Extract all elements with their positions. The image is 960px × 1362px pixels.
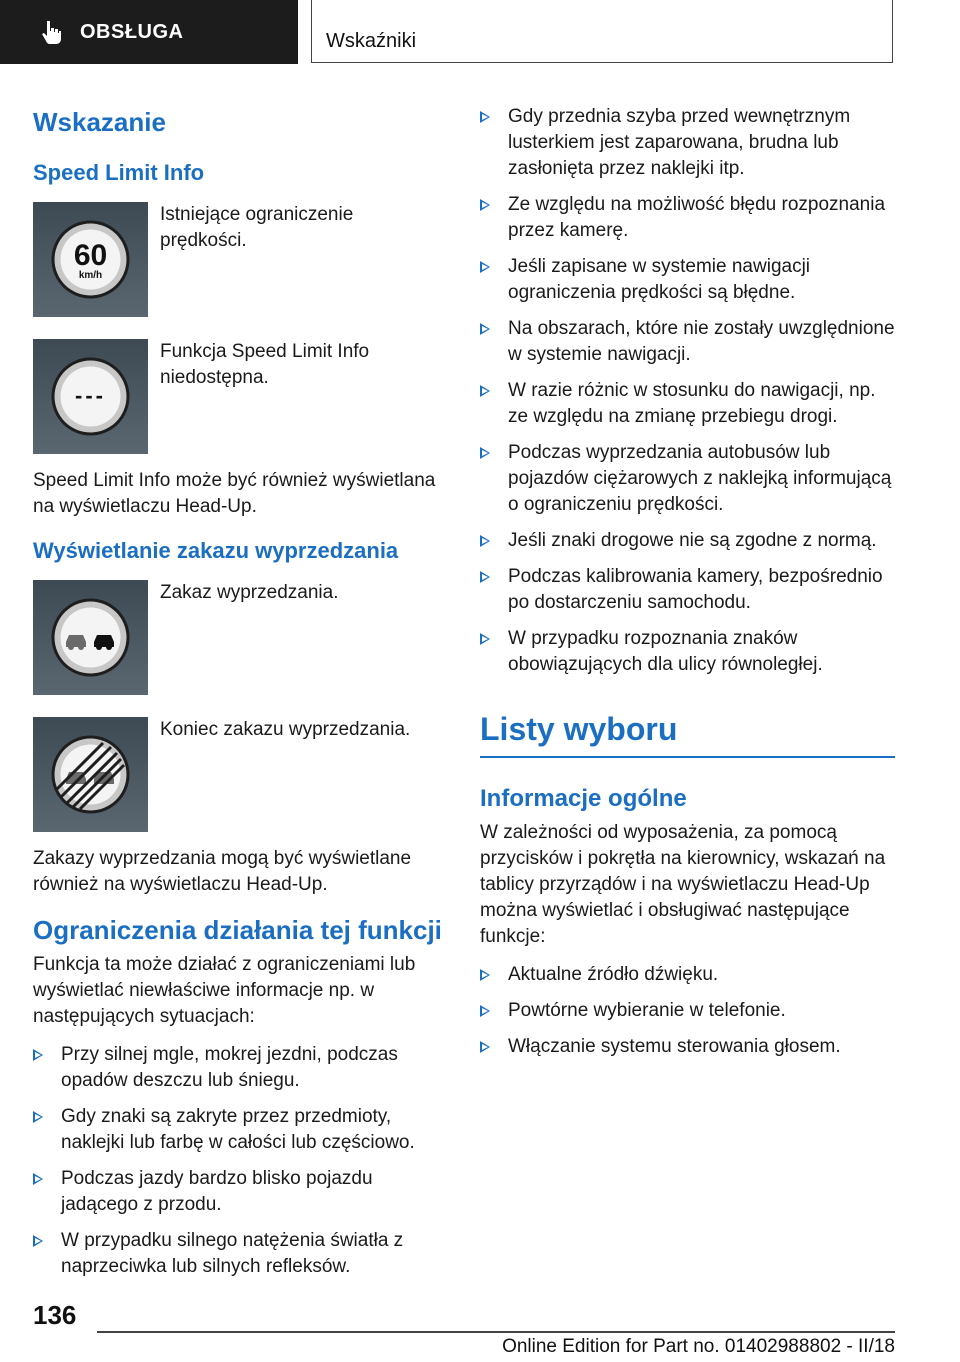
sign-row-end-overtake: [33, 717, 445, 832]
no-overtake-caption: Zakaz wyprzedzania.: [160, 582, 339, 603]
sign-row-60: [33, 202, 445, 317]
bullet-triangle-icon: [480, 1041, 490, 1053]
list-item: Jeśli znaki drogowe nie są zgodne z normą.: [480, 528, 895, 554]
sign-60-number: 60: [73, 239, 108, 272]
sign-na-caption: Funkcja Speed Limit Info niedostępna.: [160, 341, 370, 388]
section-tab[interactable]: [0, 0, 298, 64]
bullet-triangle-icon: [480, 535, 490, 547]
list-item: Na obszarach, które nie zostały uwzględnione w systemie nawigacji.: [480, 316, 895, 368]
right-column: [480, 100, 895, 1070]
hand-pointer-icon: [38, 19, 64, 45]
list-item: Ze względu na możliwość błędu rozpoznania przez kamerę.: [480, 192, 895, 244]
end-no-overtaking-sign: [33, 717, 148, 832]
edition-info: Online Edition for Part no. 01402988802 - II/18: [502, 1336, 895, 1357]
bullet-triangle-icon: [480, 571, 490, 583]
bullet-triangle-icon: [33, 1111, 43, 1123]
heading-display: Wskazanie: [33, 107, 166, 137]
heading-rule: [480, 756, 895, 758]
end-overtake-caption: Koniec zakazu wyprzedzania.: [160, 719, 411, 740]
list-item: Włączanie systemu sterowania głosem.: [480, 1034, 895, 1060]
bullet-triangle-icon: [480, 969, 490, 981]
list-item: Podczas wyprzedzania autobusów lub pojazdów ciężarowych z naklejką informującą o ograniczeniu prędkości.: [480, 440, 895, 518]
list-item: W przypadku silnego natężenia światła z naprzeciwka lub silnych refleksów.: [33, 1228, 445, 1280]
speed-limit-unavailable-sign: [33, 339, 148, 454]
chapter-header: [311, 0, 893, 63]
speed-limit-60-sign: [33, 202, 148, 317]
no-overtaking-sign: [33, 580, 148, 695]
heading-general-info: Informacje ogólne: [480, 785, 687, 812]
speed-limit-paragraph: Speed Limit Info może być również wyświetlana na wyświetlaczu Head-Up.: [33, 470, 436, 517]
sign-60-caption: Istniejące ograniczenie prędkości.: [160, 204, 354, 251]
heading-selection-lists: Listy wyboru: [480, 711, 678, 747]
limitations-list-right: [480, 104, 895, 678]
list-item: Powtórne wybieranie w telefonie.: [480, 998, 895, 1024]
list-item: Jeśli zapisane w systemie nawigacji ograniczenia prędkości są błędne.: [480, 254, 895, 306]
page-number: 136: [33, 1300, 77, 1330]
functions-list: [480, 962, 895, 1060]
limitations-paragraph: Funkcja ta może działać z ograniczeniami lub wyświetlać niewłaściwe informacje np. w następujących sytuacjach:: [33, 954, 416, 1027]
bullet-triangle-icon: [480, 199, 490, 211]
sign-dash-text: ---: [75, 383, 106, 408]
bullet-triangle-icon: [33, 1235, 43, 1247]
footer-rule: [97, 1331, 895, 1333]
list-item: Podczas jazdy bardzo blisko pojazdu jadącego z przodu.: [33, 1166, 445, 1218]
list-item: W razie różnic w stosunku do nawigacji, np. ze względu na zmianę przebiegu drogi.: [480, 378, 895, 430]
bullet-triangle-icon: [480, 385, 490, 397]
general-paragraph: W zależności od wyposażenia, za pomocą przycisków i pokrętła na kierownicy, wskazań na tablicy przyrządów i na wyświetlaczu Head-Up można wyświetlać i obsługiwać następujące funkcje:: [480, 822, 886, 947]
bullet-triangle-icon: [480, 633, 490, 645]
overtaking-paragraph: Zakazy wyprzedzania mogą być wyświetlane również na wyświetlaczu Head-Up.: [33, 848, 412, 895]
heading-limitations: Ograniczenia działania tej funkcji: [33, 915, 442, 945]
list-item: Aktualne źródło dźwięku.: [480, 962, 895, 988]
bullet-triangle-icon: [480, 111, 490, 123]
chapter-title: Wskaźniki: [326, 30, 417, 52]
limitations-list-left: [33, 1042, 445, 1280]
bullet-triangle-icon: [480, 447, 490, 459]
list-item: Gdy przednia szyba przed wewnętrznym lusterkiem jest zaparowana, brudna lub zasłonięta przez naklejki itp.: [480, 104, 895, 182]
bullet-triangle-icon: [480, 261, 490, 273]
bullet-triangle-icon: [480, 323, 490, 335]
section-tab-label: OBSŁUGA: [80, 20, 184, 43]
list-item: W przypadku rozpoznania znaków obowiązujących dla ulicy równoległej.: [480, 626, 895, 678]
sign-60-unit: km/h: [78, 270, 103, 281]
list-item: Podczas kalibrowania kamery, bezpośrednio po dostarczeniu samochodu.: [480, 564, 895, 616]
bullet-triangle-icon: [480, 1005, 490, 1017]
heading-speed-limit-info: Speed Limit Info: [33, 160, 205, 185]
heading-overtaking: Wyświetlanie zakazu wyprzedzania: [33, 538, 399, 563]
sign-row-na: [33, 339, 445, 454]
list-item: Gdy znaki są zakryte przez przedmioty, naklejki lub farbę w całości lub częściowo.: [33, 1104, 445, 1156]
list-item: Przy silnej mgle, mokrej jezdni, podczas opadów deszczu lub śniegu.: [33, 1042, 445, 1094]
left-column: [33, 100, 445, 1290]
bullet-triangle-icon: [33, 1173, 43, 1185]
sign-row-no-overtake: [33, 580, 445, 695]
bullet-triangle-icon: [33, 1049, 43, 1061]
